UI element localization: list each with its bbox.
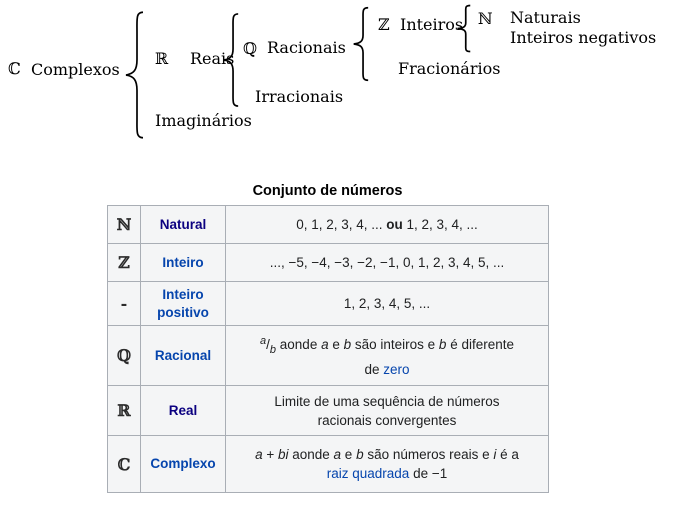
set-name-cell [141, 386, 226, 436]
text-segment: a [260, 335, 267, 347]
text-segment: são inteiros e [351, 337, 439, 352]
set-description [226, 244, 549, 282]
natural-set-symbol: ℕ [478, 9, 493, 28]
complexos-brace [124, 11, 144, 139]
table-row [108, 326, 549, 386]
text-segment: i [493, 447, 497, 462]
table-row [108, 206, 549, 244]
racionais-label: Racionais [267, 38, 346, 57]
table-row [108, 282, 549, 326]
set-description [226, 282, 549, 326]
table-row [108, 386, 549, 436]
set-symbol: ℂ [108, 436, 141, 493]
set-description [226, 206, 549, 244]
set-name-cell [141, 326, 226, 386]
number-sets-table-section [107, 183, 548, 493]
table-row [108, 244, 549, 282]
text-segment: ou [386, 217, 403, 232]
text-segment: / [266, 337, 270, 352]
text-segment: aonde [288, 447, 334, 462]
inline-link[interactable]: raiz quadrada [326, 466, 410, 481]
reais-label: Reais [190, 49, 235, 68]
text-segment: de [364, 362, 384, 377]
set-name-link[interactable]: Inteiro positivo [157, 286, 209, 320]
set-description [226, 326, 549, 386]
text-segment: e [341, 447, 357, 462]
set-description [226, 386, 549, 436]
text-segment: 0, 1, 2, 3, 4, ... [296, 217, 387, 232]
irracionais-label: Irracionais [255, 87, 344, 106]
text-segment: ..., −5, −4, −3, −2, −1, 0, 1, 2, 3, 4, 5, ... [269, 255, 505, 270]
fracionarios-label: Fracionários [398, 59, 501, 78]
text-segment: e [328, 337, 344, 352]
text-segment: b [343, 337, 352, 352]
text-segment: de −1 [409, 466, 448, 481]
set-name-link[interactable]: Racional [154, 347, 212, 363]
text-segment: b [438, 337, 447, 352]
text-segment: a [255, 447, 263, 462]
table-title: Conjunto de números [252, 183, 403, 199]
inteiros-brace [456, 5, 471, 52]
complexos-label: Complexos [31, 60, 120, 79]
number-sets-table [107, 205, 549, 493]
text-segment: Limite de uma sequência de números [274, 393, 500, 409]
set-name-cell [141, 436, 226, 493]
set-symbol: ℚ [108, 326, 141, 386]
text-segment: é a [496, 447, 519, 462]
set-symbol: ℕ [108, 206, 141, 244]
text-segment: b [356, 447, 364, 462]
inline-link[interactable]: zero [383, 362, 410, 377]
text-segment: 1, 2, 3, 4, 5, ... [343, 296, 431, 311]
set-name-cell [141, 244, 226, 282]
set-symbol: - [108, 282, 141, 326]
set-name-link[interactable]: Inteiro [162, 254, 204, 270]
text-segment: 1, 2, 3, 4, ... [402, 217, 478, 232]
text-segment: bi [277, 447, 289, 462]
text-segment: aonde [276, 337, 322, 352]
complex-set-symbol: ℂ [8, 59, 21, 78]
set-symbol: ℤ [108, 244, 141, 282]
set-description [226, 436, 549, 493]
text-segment: são números reais e [363, 447, 494, 462]
reais-brace [222, 13, 239, 107]
rational-set-symbol: ℚ [243, 39, 257, 58]
number-sets-table-body [108, 206, 549, 493]
text-segment: racionais convergentes [317, 412, 457, 428]
set-name-link[interactable]: Real [168, 402, 198, 418]
text-segment: + [262, 447, 278, 462]
imaginarios-label: Imaginários [155, 111, 252, 130]
set-symbol: ℝ [108, 386, 141, 436]
racionais-brace [352, 7, 369, 81]
set-name-cell [141, 206, 226, 244]
set-name-cell [141, 282, 226, 326]
text-segment: a [321, 337, 329, 352]
text-segment: a [333, 447, 342, 462]
real-set-symbol: ℝ [155, 49, 169, 68]
text-segment: é diferente [446, 337, 514, 352]
inteiros-label: Inteiros [400, 15, 464, 34]
integer-set-symbol: ℤ [378, 15, 390, 34]
text-segment: b [269, 344, 277, 356]
naturais-label: Naturais [510, 8, 581, 27]
set-name-link[interactable]: Complexo [150, 456, 216, 471]
table-row [108, 436, 549, 493]
set-name-link[interactable]: Natural [159, 216, 207, 232]
number-sets-diagram [0, 0, 696, 160]
inteiros-negativos-label: Inteiros negativos [510, 28, 657, 47]
